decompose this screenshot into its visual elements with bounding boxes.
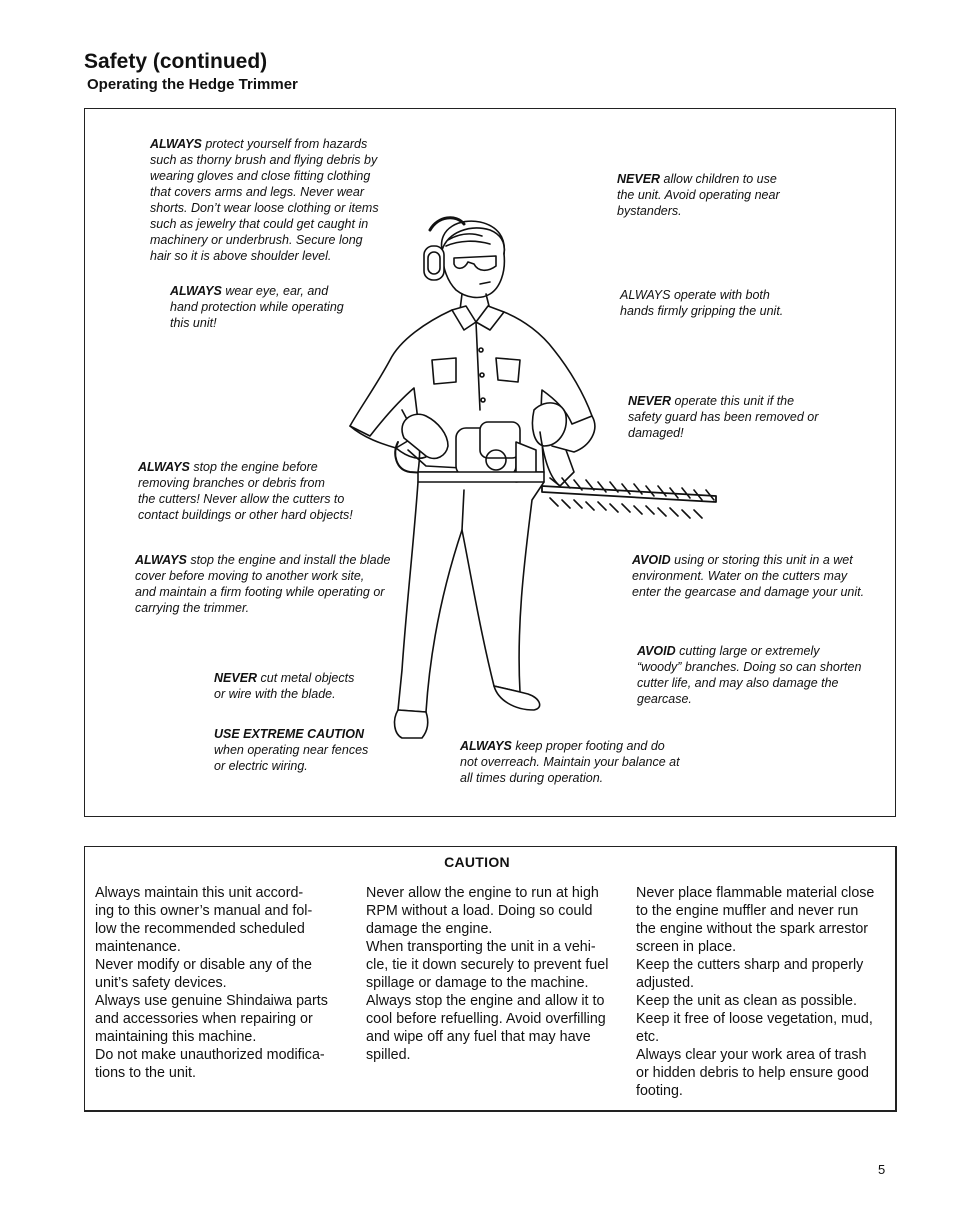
note-wet-environment: AVOID using or storing this unit in a wet environment. Water on the cutters may enter the gearcase and damage your unit. (632, 553, 865, 599)
note-woody-branches: AVOID cutting large or extremely “woody” branches. Doing so can shorten cutter life, and may also damage the gearcase. (637, 644, 862, 706)
page-title: Safety (continued) (84, 50, 268, 73)
caution-heading: CAUTION (444, 854, 510, 870)
caution-column-3: Never place flammable material close to the engine muffler and never run the engine without the spark arrestor screen in place. Keep the cutters sharp and properly adjusted. Keep the unit as clean as possible. Keep it free of loose vegetation, mud, etc. Always clear your work area of trash or hidden debris to help ensure good footing. (636, 885, 875, 1099)
note-children-bystanders: NEVER allow children to use the unit. Avoid operating near bystanders. (617, 172, 780, 218)
note-eye-ear-protection: ALWAYS wear eye, ear, and hand protection while operating this unit! (170, 284, 344, 330)
note-extreme-caution: USE EXTREME CAUTION when operating near fences or electric wiring. (214, 727, 369, 773)
page-number: 5 (878, 1162, 886, 1177)
note-metal-objects: NEVER cut metal objects or wire with the blade. (214, 671, 355, 701)
section-subtitle: Operating the Hedge Trimmer (87, 76, 298, 93)
caution-column-2: Never allow the engine to run at high RPM without a load. Doing so could damage the engine. When transporting the unit in a vehi- cle, tie it down securely to prevent fuel spillage or damage to the machine. Always stop the engine and allow it to cool before refuelling. Avoid overfilling and wipe off any fuel that may have spilled. (366, 885, 609, 1063)
note-blade-cover: ALWAYS stop the engine and install the blade cover before moving to another work site, and maintain a firm footing while operating or carrying the trimmer. (135, 553, 391, 615)
note-both-hands: ALWAYS operate with both hands firmly gripping the unit. (620, 288, 784, 318)
note-proper-footing: ALWAYS keep proper footing and do not overreach. Maintain your balance at all times during operation. (460, 739, 680, 785)
caution-column-1: Always maintain this unit accord- ing to this owner’s manual and fol- low the recommended scheduled maintenance. Never modify or disable any of the unit’s safety devices. Always use genuine Shindaiwa parts and accessories when repairing or maintaining this machine. Do not make unauthorized modifica- tions to the unit. (95, 885, 328, 1081)
note-protect-hazards: ALWAYS protect yourself from hazards such as thorny brush and flying debris by wearing gloves and close fitting clothing that covers arms and legs. Never wear shorts. Don’t wear loose clothing or items such as jewelry that could get caught in machinery or underbrush. Secure long hair so it is above shoulder level. (150, 137, 379, 263)
note-safety-guard: NEVER operate this unit if the safety guard has been removed or damaged! (628, 394, 819, 440)
note-stop-engine-branches: ALWAYS stop the engine before removing branches or debris from the cutters! Never allow the cutters to contact buildings or other hard objects! (138, 460, 353, 522)
